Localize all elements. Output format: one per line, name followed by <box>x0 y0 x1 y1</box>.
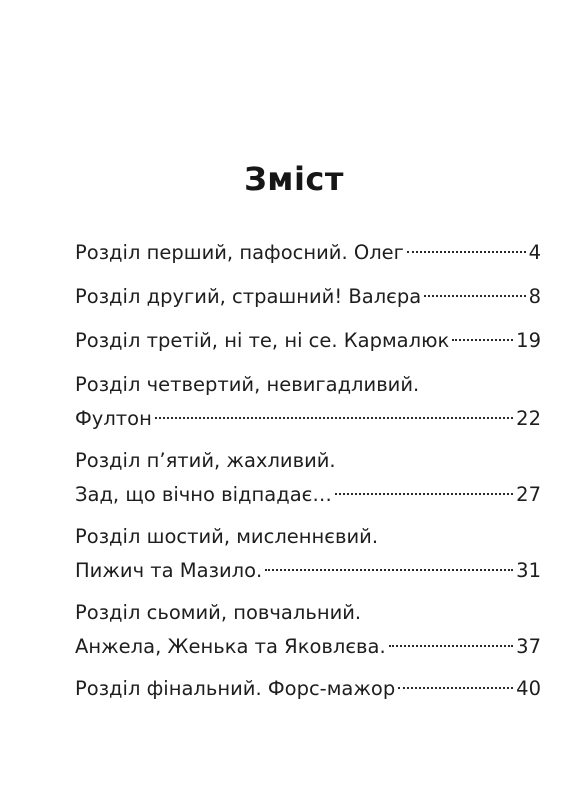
toc-line <box>75 630 541 664</box>
dot-leader <box>407 251 526 253</box>
toc-entry-3 <box>75 324 541 358</box>
toc-line <box>75 672 541 706</box>
toc-page-number: 22 <box>516 407 541 430</box>
toc-entry-title: Розділ п’ятий, жахливий. <box>75 449 336 472</box>
toc-entry-title: Розділ фінальний. Форс-мажор <box>75 677 396 700</box>
toc-entry-1 <box>75 236 541 270</box>
toc-entry-subtitle: Фултон <box>75 407 152 430</box>
toc-entry-subtitle: Зад, що вічно відпадає… <box>75 483 332 506</box>
toc-entry-title: Розділ сьомий, повчальний. <box>75 601 362 624</box>
toc-entry-title: Розділ третій, ні те, ні се. Кармалюк <box>75 329 450 352</box>
toc-entry-title: Розділ четвертий, невигадливий. <box>75 373 420 396</box>
toc-line <box>75 236 541 270</box>
table-of-contents <box>75 236 541 716</box>
dot-leader <box>389 645 513 647</box>
toc-entry-5 <box>75 444 541 512</box>
dot-leader <box>424 295 525 297</box>
toc-entry-subtitle: Анжела, Женька та Яковлєва. <box>75 635 386 658</box>
toc-page-number: 4 <box>528 241 541 264</box>
toc-entry-6 <box>75 520 541 588</box>
toc-entry-2 <box>75 280 541 314</box>
toc-entry-7 <box>75 596 541 664</box>
toc-entry-title: Розділ шостий, мисленнєвий. <box>75 525 379 548</box>
toc-line <box>75 478 541 512</box>
toc-line <box>75 554 541 588</box>
dot-leader <box>155 417 513 419</box>
toc-line <box>75 324 541 358</box>
toc-page-number: 31 <box>516 559 541 582</box>
toc-entry-title: Розділ другий, страшний! Валєра <box>75 285 422 308</box>
dot-leader <box>452 339 513 341</box>
toc-entry-title: Розділ перший, пафосний. Олег <box>75 241 404 264</box>
toc-line <box>75 402 541 436</box>
dot-leader <box>398 687 513 689</box>
toc-page-number: 40 <box>516 677 541 700</box>
page-title: Зміст <box>244 160 344 198</box>
toc-page-number: 37 <box>516 635 541 658</box>
toc-page-number: 19 <box>516 329 541 352</box>
toc-entry-8 <box>75 672 541 706</box>
toc-entry-subtitle: Пижич та Мазило. <box>75 559 263 582</box>
dot-leader <box>265 569 513 571</box>
toc-line <box>75 280 541 314</box>
toc-entry-4 <box>75 368 541 436</box>
dot-leader <box>335 493 513 495</box>
toc-page-number: 8 <box>528 285 541 308</box>
toc-page-number: 27 <box>516 483 541 506</box>
